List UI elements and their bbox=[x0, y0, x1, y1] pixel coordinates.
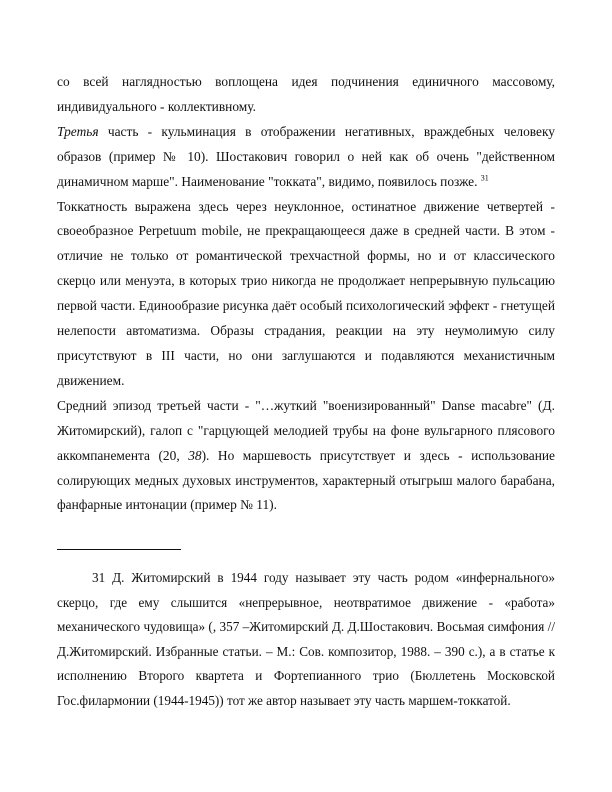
paragraph-4-text-b: ). Но маршевость присутствует и здесь - использование солирующих медных духовых инструментов, характерный отыгрыш малого барабана, фанфарные интонации (пример № 11). bbox=[57, 447, 555, 513]
paragraph-4-page-ref: 38 bbox=[188, 447, 202, 463]
footnote-text: 31 Д. Житомирский в 1944 году называет эту часть родом «инфернального» скерцо, где ему слышится «непрерывное, неотвратимое движение - «работа» механического чудовища» (, 357 –Житомирский Д. Д.Шостакович. Восьмая симфония // Д.Житомирский. Избранные статьи. – М.: Сов. композитор, 1988. – 390 с.), а в статье к исполнению Второго квартета и Фортепианного трио (Бюллетень Московской Гос.филармонии (1944-1945)) тот же автор называет эту часть маршем-токкатой. bbox=[57, 570, 555, 708]
paragraph-4 bbox=[57, 394, 555, 519]
footnote-reference: 31 bbox=[480, 173, 489, 183]
paragraph-2-lead: Третья bbox=[57, 123, 99, 139]
paragraph-1: со всей наглядностью воплощена идея подчинения единичного массовому, индивидуального - коллективному. bbox=[57, 74, 555, 114]
paragraph-2-text: часть - кульминация в отображении негативных, враждебных человеку образов (пример № 10). Шостакович говорил о ней как об очень "действенном динамичном марше". Наименование "токката", видимо, появилось позже. bbox=[57, 123, 555, 189]
paragraph-4-text-a: Средний эпизод третьей части - "…жуткий "военизированный" Danse macabre" (Д. Житомирский), галоп с "гарцующей мелодией трубы на фоне вульгарного плясового аккомпанемента (20, bbox=[57, 397, 555, 463]
body-text bbox=[57, 70, 555, 518]
footnote-separator bbox=[57, 549, 181, 550]
paragraph-3: Токкатность выражена здесь через неуклонное, остинатное движение четвертей - своеобразное Perpetuum mobile, не прекращающееся даже в средней части. В этом - отличие не только от романтической трехчастной формы, но и от классического скерцо или менуэта, в которых трио никогда не продолжает непрерывную пульсацию первой части. Единообразие рисунка даёт особый психологический эффект - гнетущей нелепости автоматизма. Образы страдания, реакции на эту неумолимую силу присутствуют в III части, но они заглушаются и подавляются механистичным движением. bbox=[57, 198, 555, 388]
footnote bbox=[57, 566, 555, 714]
paragraph-2 bbox=[57, 120, 555, 195]
